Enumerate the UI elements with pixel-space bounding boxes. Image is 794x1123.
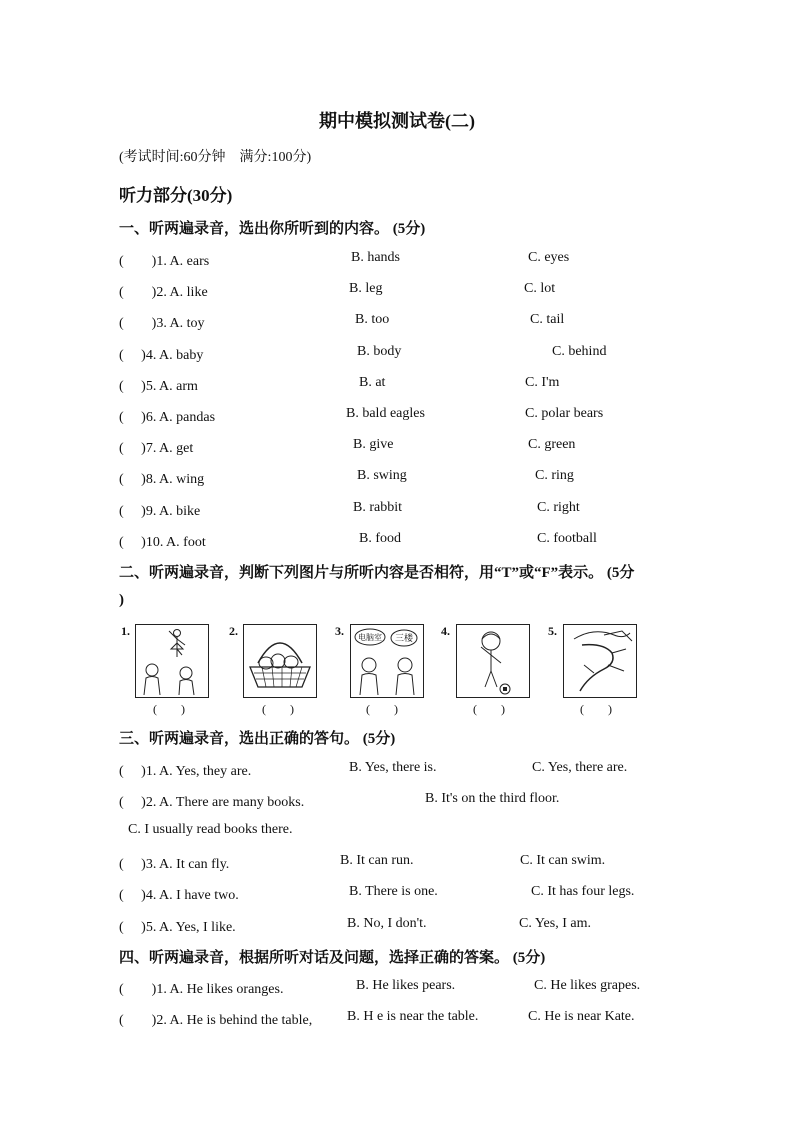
s4-q2-option-a: ( )2. A. He is behind the table, xyxy=(119,1013,313,1028)
picture5-gecko-on-wall xyxy=(563,624,637,698)
s3-q4-option-a: ( )4. A. I have two. xyxy=(119,888,239,903)
s3-q5-option-c: C. Yes, I am. xyxy=(519,916,591,931)
s1-q9-option-c: C. right xyxy=(537,500,580,515)
s3-q4-option-c: C. It has four legs. xyxy=(531,884,635,899)
section4-heading: 四、听两遍录音，根据所听对话及问题，选择正确的答案。 (5分) xyxy=(119,950,546,966)
s3-q3-option-b: B. It can run. xyxy=(340,853,414,868)
s1-q8-option-c: C. ring xyxy=(535,468,574,483)
s4-q1-option-b: B. He likes pears. xyxy=(356,978,456,993)
s3-q3-option-a: ( )3. A. It can fly. xyxy=(119,857,230,872)
s1-q7-option-b: B. give xyxy=(353,437,394,452)
section2-heading-tail: ) xyxy=(119,592,124,608)
picture1-number: 1. xyxy=(121,624,130,638)
section3-heading: 三、听两遍录音，选出正确的答句。 (5分) xyxy=(119,731,396,747)
s1-q1-option-a: ( )1. A. ears xyxy=(119,254,210,269)
dancing-girl-icon xyxy=(136,625,208,697)
picture4-boy-with-football xyxy=(456,624,530,698)
s4-q2-option-b: B. H e is near the table. xyxy=(347,1009,479,1024)
s3-q2-option-b: B. It's on the third floor. xyxy=(425,791,560,806)
s1-q6-option-c: C. polar bears xyxy=(525,406,604,421)
s3-q5-option-a: ( )5. A. Yes, I like. xyxy=(119,920,236,935)
s1-q1-option-b: B. hands xyxy=(351,250,400,265)
s4-q2-option-c: C. He is near Kate. xyxy=(528,1009,635,1024)
exam-info: (考试时间:60分钟 满分:100分) xyxy=(119,150,312,165)
listening-part-heading: 听力部分(30分) xyxy=(119,186,233,205)
picture2-number: 2. xyxy=(229,624,238,638)
gecko-on-wall-icon xyxy=(564,625,636,697)
picture3-answer-blank[interactable]: ( ) xyxy=(366,702,398,716)
s3-q1-option-b: B. Yes, there is. xyxy=(349,760,437,775)
speech-bubble-third-floor: 三楼 xyxy=(395,633,414,643)
picture5-answer-blank[interactable]: ( ) xyxy=(580,702,612,716)
s1-q2-option-a: ( )2. A. like xyxy=(119,285,208,300)
s1-q5-option-c: C. I'm xyxy=(525,375,560,390)
s1-q6-option-a: ( )6. A. pandas xyxy=(119,410,216,425)
picture2-fruit-basket xyxy=(243,624,317,698)
s1-q8-option-b: B. swing xyxy=(357,468,407,483)
fruit-basket-icon xyxy=(244,625,316,697)
s1-q10-option-a: ( )10. A. foot xyxy=(119,535,206,550)
picture2-answer-blank[interactable]: ( ) xyxy=(262,702,294,716)
s1-q8-option-a: ( )8. A. wing xyxy=(119,472,205,487)
picture1-dancing-girl xyxy=(135,624,209,698)
s3-q3-option-c: C. It can swim. xyxy=(520,853,606,868)
s1-q2-option-b: B. leg xyxy=(349,281,383,296)
speech-bubble-computer-room: 电脑室 xyxy=(358,633,382,642)
s1-q1-option-c: C. eyes xyxy=(528,250,570,265)
s1-q10-option-c: C. football xyxy=(537,531,597,546)
picture5-number: 5. xyxy=(548,624,557,638)
picture1-answer-blank[interactable]: ( ) xyxy=(153,702,185,716)
s1-q6-option-b: B. bald eagles xyxy=(346,406,425,421)
s1-q5-option-b: B. at xyxy=(359,375,386,390)
picture3-two-kids-talking xyxy=(350,624,424,698)
s1-q10-option-b: B. food xyxy=(359,531,401,546)
s1-q4-option-b: B. body xyxy=(357,344,402,359)
s3-q1-option-c: C. Yes, there are. xyxy=(532,760,628,775)
s3-q1-option-a: ( )1. A. Yes, they are. xyxy=(119,764,252,779)
s1-q7-option-c: C. green xyxy=(528,437,576,452)
section2-heading: 二、听两遍录音，判断下列图片与所听内容是否相符，用“T”或“F”表示。 (5分 xyxy=(119,565,635,581)
picture4-number: 4. xyxy=(441,624,450,638)
s4-q1-option-a: ( )1. A. He likes oranges. xyxy=(119,982,284,997)
picture3-number: 3. xyxy=(335,624,344,638)
s3-q2-option-c: C. I usually read books there. xyxy=(128,822,293,837)
s1-q4-option-a: ( )4. A. baby xyxy=(119,348,204,363)
section1-heading: 一、听两遍录音，选出你所听到的内容。 (5分) xyxy=(119,221,426,237)
s1-q5-option-a: ( )5. A. arm xyxy=(119,379,198,394)
s1-q3-option-b: B. too xyxy=(355,312,390,327)
s1-q4-option-c: C. behind xyxy=(552,344,607,359)
s1-q9-option-b: B. rabbit xyxy=(353,500,402,515)
s4-q1-option-c: C. He likes grapes. xyxy=(534,978,641,993)
page-title: 期中模拟测试卷(二) xyxy=(319,111,475,131)
s1-q7-option-a: ( )7. A. get xyxy=(119,441,194,456)
s1-q9-option-a: ( )9. A. bike xyxy=(119,504,201,519)
picture4-answer-blank[interactable]: ( ) xyxy=(473,702,505,716)
s3-q2-option-a: ( )2. A. There are many books. xyxy=(119,795,305,810)
boy-with-football-icon xyxy=(457,625,529,697)
s1-q3-option-a: ( )3. A. toy xyxy=(119,316,205,331)
s3-q4-option-b: B. There is one. xyxy=(349,884,438,899)
s1-q2-option-c: C. lot xyxy=(524,281,556,296)
s3-q5-option-b: B. No, I don't. xyxy=(347,916,427,931)
s1-q3-option-c: C. tail xyxy=(530,312,565,327)
